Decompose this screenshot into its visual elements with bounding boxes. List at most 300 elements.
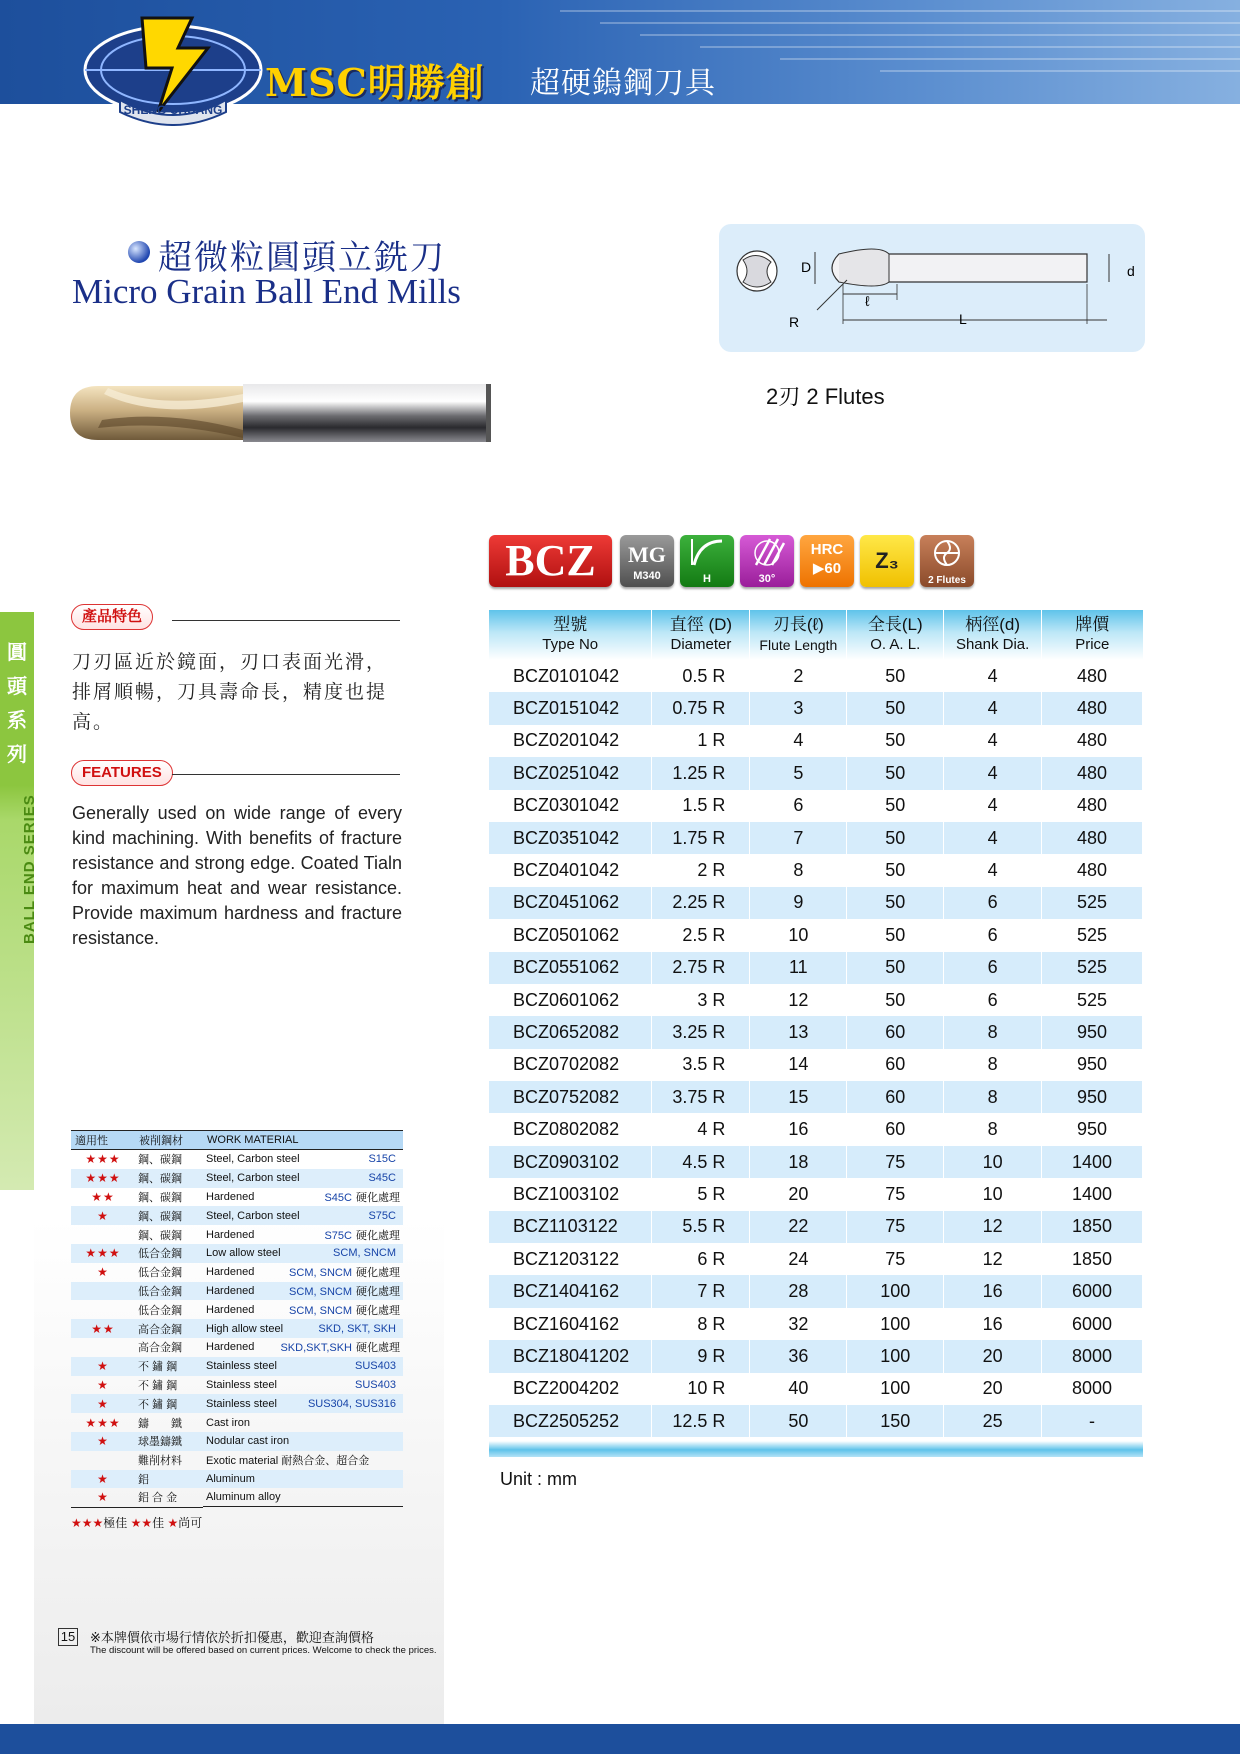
diameter-cell: 2 R: [652, 854, 750, 886]
shank-dia-cell: 4: [944, 757, 1042, 789]
material-cn: 不 鏽 鋼: [135, 1357, 203, 1376]
header-stripe: [700, 46, 1240, 48]
features-en-label: FEATURES: [71, 760, 173, 786]
flute-length-cell: 12: [750, 984, 847, 1016]
price-cell: 1400: [1042, 1146, 1143, 1178]
diameter-cell: 5.5 R: [652, 1211, 750, 1243]
header-stripe: [640, 34, 1240, 36]
diameter-cell: 3.5 R: [652, 1049, 750, 1081]
diameter-cell: 4 R: [652, 1113, 750, 1145]
legend-stars-2: ★★: [130, 1516, 153, 1530]
rating-stars: ★: [71, 1394, 135, 1413]
material-row: [71, 1319, 403, 1338]
rating-stars: ★★★: [71, 1244, 135, 1263]
rating-stars: ★★: [91, 1189, 115, 1204]
material-en: Hardened: [206, 1228, 255, 1241]
material-grade: SCM, SNCM: [333, 1247, 396, 1260]
product-title-cn-text: 超微粒圓頭立銑刀: [158, 239, 446, 277]
header-price: [1042, 610, 1143, 660]
table-row: [489, 1308, 1143, 1340]
diameter-cell: 3 R: [652, 984, 750, 1016]
material-row: [71, 1300, 403, 1319]
flute-length-cell: 24: [750, 1243, 847, 1275]
material-detail-cell: [203, 1338, 403, 1357]
material-row: [71, 1169, 403, 1188]
diameter-cell: 0.75 R: [652, 692, 750, 724]
material-en: Hardened: [206, 1284, 255, 1297]
shank-dia-cell: 12: [944, 1211, 1042, 1243]
type-no-cell: BCZ2004202: [489, 1373, 652, 1405]
diameter-cell: 0.5 R: [652, 660, 750, 692]
price-cell: 950: [1042, 1081, 1143, 1113]
material-detail-cell: [203, 1263, 403, 1282]
material-row: [71, 1376, 403, 1395]
price-cell: 6000: [1042, 1308, 1143, 1340]
table-row: [489, 1373, 1143, 1405]
material-grade: SUS403: [355, 1378, 396, 1391]
helix-angle-icon: [740, 535, 794, 587]
type-no-cell: BCZ0652082: [489, 1016, 652, 1048]
material-suffix: 硬化處理: [356, 1191, 400, 1204]
legend-stars-3: ★★★: [71, 1516, 104, 1530]
z3-icon-text: Z₃: [875, 548, 899, 573]
price-cell: 950: [1042, 1049, 1143, 1081]
table-row: [489, 790, 1143, 822]
material-en: Low allow steel: [206, 1247, 281, 1260]
type-no-cell: BCZ2505252: [489, 1405, 652, 1437]
table-row: [489, 1243, 1143, 1275]
material-suffix: 硬化處理: [356, 1304, 400, 1317]
material-grade-group: [396, 1473, 400, 1485]
type-no-cell: BCZ0702082: [489, 1049, 652, 1081]
rating-legend: [71, 1514, 202, 1531]
material-row: [71, 1244, 403, 1263]
oal-cell: 75: [847, 1243, 944, 1275]
oal-cell: 150: [847, 1405, 944, 1437]
material-en: High allow steel: [206, 1322, 284, 1335]
oal-cell: 50: [847, 790, 944, 822]
material-grade-group: [355, 1379, 400, 1391]
product-title-en: Micro Grain Ball End Mills: [72, 272, 461, 311]
diameter-cell: 2.75 R: [652, 952, 750, 984]
diameter-cell: 6 R: [652, 1243, 750, 1275]
material-en: Hardened: [206, 1303, 255, 1316]
material-grade-group: [280, 1339, 400, 1355]
material-grade-group: [289, 1302, 400, 1318]
material-row: [71, 1263, 403, 1282]
price-cell: 525: [1042, 887, 1143, 919]
type-no-cell: BCZ0802082: [489, 1113, 652, 1145]
material-cn: 鋼、碳鋼: [135, 1169, 203, 1188]
dimension-drawing: [719, 224, 1145, 352]
material-cn: 鋁 合 金: [135, 1488, 203, 1507]
shank-dia-cell: 4: [944, 725, 1042, 757]
material-cn: 高合金鋼: [138, 1342, 182, 1355]
shank-dia-cell: 8: [944, 1113, 1042, 1145]
material-cn: 球墨鑄鐵: [135, 1432, 203, 1451]
rating-stars: ★★★: [85, 1152, 121, 1167]
header-stripe: [560, 10, 1240, 12]
oal-cell: 50: [847, 692, 944, 724]
material-cn: 鋼、碳鋼: [138, 1154, 182, 1167]
price-cell: -: [1042, 1405, 1143, 1437]
oal-cell: 100: [847, 1275, 944, 1307]
legend-label-3: 極佳: [103, 1516, 128, 1530]
legend-label-1: 尚可: [178, 1516, 203, 1530]
diameter-cell: 3.75 R: [652, 1081, 750, 1113]
dimension-diagram: [719, 224, 1145, 352]
sidebar-char: 列: [7, 744, 27, 766]
flute-section-icon: [920, 535, 974, 569]
header-oal-cn: 全長(L): [867, 615, 923, 634]
angle-lines-icon: [740, 535, 794, 567]
header-oal: [847, 610, 944, 660]
material-detail-cell: [203, 1150, 403, 1169]
price-cell: 950: [1042, 1016, 1143, 1048]
material-row: [71, 1357, 403, 1376]
diagram-label-L: L: [959, 311, 967, 327]
material-detail-cell: [203, 1432, 403, 1451]
work-material-table: [71, 1130, 403, 1508]
material-row: [71, 1150, 403, 1169]
price-cell: 480: [1042, 725, 1143, 757]
shank-dia-cell: 16: [944, 1308, 1042, 1340]
flute-length-cell: 2: [750, 660, 847, 692]
material-cn: 不 鏽 鋼: [138, 1379, 178, 1392]
material-suffix: 硬化處理: [356, 1229, 400, 1242]
material-grade-group: [318, 1323, 400, 1335]
bcz-series-badge: BCZ: [489, 535, 612, 587]
material-grade-group: [289, 1264, 400, 1280]
page-number: 15: [58, 1628, 78, 1646]
material-grade-group: [396, 1491, 400, 1503]
material-grade: SKD, SKT, SKH: [318, 1322, 396, 1335]
table-row: [489, 1178, 1143, 1210]
diameter-cell: 5 R: [652, 1178, 750, 1210]
hrc-icon-sub: ▶60: [812, 560, 842, 577]
shank-dia-cell: 8: [944, 1049, 1042, 1081]
sidebar-series-label: BALL END SERIES: [21, 794, 38, 944]
table-row: [489, 1146, 1143, 1178]
table-row: [489, 1016, 1143, 1048]
rating-stars: ★: [71, 1206, 135, 1225]
price-cell: 525: [1042, 952, 1143, 984]
table-row: [489, 887, 1143, 919]
header-shank-dia-cn: 柄徑(d): [965, 615, 1021, 634]
flute-length-cell: 11: [750, 952, 847, 984]
oal-cell: 50: [847, 887, 944, 919]
rating-stars: ★★: [71, 1319, 135, 1338]
material-detail-cell: [203, 1319, 403, 1338]
material-grade: SUS304, SUS316: [307, 1397, 396, 1410]
brand-name: MSC明勝創: [265, 60, 485, 104]
shank-dia-cell: 6: [944, 919, 1042, 951]
flute-length-cell: 3: [750, 692, 847, 724]
material-en: Hardened: [206, 1341, 255, 1354]
material-grade: SUS403: [355, 1360, 396, 1373]
shank-dia-cell: 6: [944, 887, 1042, 919]
shank-dia-cell: 10: [944, 1178, 1042, 1210]
flutes-label: 2刃 2 Flutes: [766, 384, 885, 409]
material-cn: 低合金鋼: [138, 1267, 182, 1280]
price-cell: 480: [1042, 660, 1143, 692]
diameter-cell: 3.25 R: [652, 1016, 750, 1048]
shank-dia-cell: 12: [944, 1243, 1042, 1275]
oal-cell: 75: [847, 1178, 944, 1210]
shank-dia-cell: 4: [944, 660, 1042, 692]
mg-icon-text: MG: [628, 542, 666, 567]
two-flutes-icon-sub: 2 Flutes: [928, 575, 966, 586]
diameter-cell: 12.5 R: [652, 1405, 750, 1437]
oal-cell: 60: [847, 1049, 944, 1081]
type-no-cell: BCZ1003102: [489, 1178, 652, 1210]
material-grade-group: [368, 1153, 400, 1165]
rating-stars: ★: [71, 1357, 135, 1376]
price-cell: 480: [1042, 822, 1143, 854]
helix-curve-icon: [680, 535, 734, 567]
table-row: [489, 984, 1143, 1016]
material-table-header: [71, 1131, 403, 1150]
material-grade: SKD,SKT,SKH: [280, 1342, 352, 1355]
shank-dia-cell: 16: [944, 1275, 1042, 1307]
material-grade: SCM, SNCM: [289, 1304, 352, 1317]
material-grade-group: [324, 1189, 400, 1205]
table-row: [489, 692, 1143, 724]
oal-cell: 100: [847, 1340, 944, 1372]
flute-length-cell: 7: [750, 822, 847, 854]
oal-cell: 50: [847, 660, 944, 692]
table-row: [489, 1405, 1143, 1437]
material-detail-cell: [203, 1376, 403, 1395]
material-header-material-cn: 被削鋼材: [135, 1131, 203, 1150]
shank-dia-cell: 10: [944, 1146, 1042, 1178]
shank-dia-cell: 4: [944, 692, 1042, 724]
material-cn: 鋼、碳鋼: [138, 1229, 182, 1242]
hrc-icon: [800, 535, 854, 587]
table-row: [489, 919, 1143, 951]
flute-length-cell: 50: [750, 1405, 847, 1437]
material-en: Hardened: [206, 1190, 255, 1203]
diagram-label-l: ℓ: [865, 293, 870, 309]
oal-cell: 100: [847, 1308, 944, 1340]
material-en: Steel, Carbon steel: [206, 1172, 300, 1185]
product-table-body: [489, 660, 1143, 1437]
material-en: Nodular cast iron: [206, 1435, 290, 1448]
material-header-material-en: WORK MATERIAL: [203, 1131, 403, 1150]
type-no-cell: BCZ0752082: [489, 1081, 652, 1113]
rating-stars: ★★★: [85, 1415, 121, 1430]
helix-icon-sub: H: [703, 573, 711, 585]
table-row: [489, 725, 1143, 757]
ball-end-mill-photo: [68, 380, 493, 446]
material-en: Stainless steel: [206, 1360, 277, 1373]
price-cell: 1850: [1042, 1211, 1143, 1243]
oal-cell: 75: [847, 1146, 944, 1178]
diagram-label-d: d: [1127, 263, 1135, 279]
material-grade-group: [396, 1417, 400, 1429]
material-en: Exotic material 耐熱合金、超合金: [206, 1455, 370, 1468]
table-row: [489, 1049, 1143, 1081]
oal-cell: 50: [847, 822, 944, 854]
material-suffix: 硬化處理: [356, 1342, 400, 1355]
material-en: Aluminum: [206, 1472, 255, 1485]
flute-length-cell: 15: [750, 1081, 847, 1113]
flute-length-cell: 6: [750, 790, 847, 822]
flute-length-cell: 13: [750, 1016, 847, 1048]
material-grade-group: [333, 1247, 400, 1259]
header-type-no-en: Type No: [542, 636, 599, 653]
rating-stars: ★: [71, 1432, 135, 1451]
flute-length-cell: 18: [750, 1146, 847, 1178]
material-row: [71, 1338, 403, 1357]
rating-stars: ★: [71, 1488, 135, 1507]
oal-cell: 50: [847, 984, 944, 1016]
z3-icon: [860, 535, 914, 587]
material-cn: 鋼、碳鋼: [135, 1206, 203, 1225]
shank-dia-cell: 6: [944, 984, 1042, 1016]
price-cell: 480: [1042, 692, 1143, 724]
table-row: [489, 1275, 1143, 1307]
material-en: Steel, Carbon steel: [206, 1209, 300, 1222]
oal-cell: 60: [847, 1081, 944, 1113]
flute-length-cell: 5: [750, 757, 847, 789]
type-no-cell: BCZ18041202: [489, 1340, 652, 1372]
features-cn-label: 產品特色: [71, 604, 153, 630]
price-cell: 6000: [1042, 1275, 1143, 1307]
material-grade-group: [289, 1283, 400, 1299]
material-detail-cell: [203, 1413, 403, 1432]
diameter-cell: 9 R: [652, 1340, 750, 1372]
diameter-cell: 1.25 R: [652, 757, 750, 789]
table-row: [489, 1211, 1143, 1243]
diameter-cell: 1.75 R: [652, 822, 750, 854]
logo-text: SHENG CHUANG: [123, 103, 223, 117]
oal-cell: 50: [847, 919, 944, 951]
type-no-cell: BCZ1604162: [489, 1308, 652, 1340]
diameter-cell: 4.5 R: [652, 1146, 750, 1178]
diameter-cell: 1 R: [652, 725, 750, 757]
table-row: [489, 1113, 1143, 1145]
rating-stars: [71, 1225, 135, 1244]
material-grade-group: [396, 1454, 400, 1466]
flute-length-cell: 32: [750, 1308, 847, 1340]
product-spec-table: [489, 610, 1143, 1437]
shank-dia-cell: 4: [944, 822, 1042, 854]
flute-length-cell: 8: [750, 854, 847, 886]
diameter-cell: 2.25 R: [652, 887, 750, 919]
table-row: [489, 660, 1143, 692]
type-no-cell: BCZ0551062: [489, 952, 652, 984]
shank-dia-cell: 4: [944, 790, 1042, 822]
price-cell: 1400: [1042, 1178, 1143, 1210]
table-row: [489, 757, 1143, 789]
material-row: [71, 1470, 403, 1489]
angle-icon-sub: 30°: [758, 573, 776, 585]
oal-cell: 50: [847, 757, 944, 789]
material-en: Stainless steel: [206, 1397, 277, 1410]
material-detail-cell: [203, 1225, 403, 1244]
material-detail-cell: [203, 1188, 403, 1207]
price-cell: 480: [1042, 757, 1143, 789]
type-no-cell: BCZ0201042: [489, 725, 652, 757]
bottom-band: [0, 1724, 1240, 1754]
material-en: Stainless steel: [206, 1378, 277, 1391]
header-flute-length: [750, 610, 847, 660]
rating-stars: [71, 1300, 135, 1319]
header-stripe: [780, 58, 1240, 60]
unit-label: Unit : mm: [500, 1469, 578, 1489]
type-no-cell: BCZ1203122: [489, 1243, 652, 1275]
type-no-cell: BCZ0251042: [489, 757, 652, 789]
type-no-cell: BCZ0351042: [489, 822, 652, 854]
material-row: [71, 1451, 403, 1470]
type-no-cell: BCZ0301042: [489, 790, 652, 822]
oal-cell: 100: [847, 1373, 944, 1405]
type-no-cell: BCZ1404162: [489, 1275, 652, 1307]
material-detail-cell: [203, 1394, 403, 1413]
company-logo: [80, 8, 266, 126]
rating-stars: [71, 1282, 135, 1301]
type-no-cell: BCZ0903102: [489, 1146, 652, 1178]
material-grade: S45C: [368, 1172, 396, 1185]
material-grade-group: [368, 1172, 400, 1184]
features-en-text: Generally used on wide range of every kind machining. With benefits of fracture resistance and strong edge. Coated Tialn for maximum heat and wear resistance. Provide maximum hardness and fracture resistance.: [72, 803, 402, 948]
flute-length-cell: 9: [750, 887, 847, 919]
header-price-en: Price: [1075, 636, 1110, 653]
material-cn: 鑄 鐵: [138, 1417, 182, 1430]
header-stripe: [880, 70, 1240, 72]
price-note-cn: ※本牌價依市場行情依於折扣優惠，歡迎查詢價格: [90, 1630, 374, 1645]
price-cell: 1850: [1042, 1243, 1143, 1275]
oal-cell: 50: [847, 725, 944, 757]
diagram-label-R: R: [789, 314, 800, 330]
two-flutes-icon: [920, 535, 974, 587]
material-detail-cell: [203, 1282, 403, 1301]
flute-length-cell: 40: [750, 1373, 847, 1405]
header-type-no: [489, 610, 652, 660]
flute-length-cell: 28: [750, 1275, 847, 1307]
material-cn: 鋁: [135, 1470, 203, 1489]
material-suffix: 硬化處理: [356, 1267, 400, 1280]
type-no-cell: BCZ0101042: [489, 660, 652, 692]
product-table-header: [489, 610, 1143, 660]
material-grade: SCM, SNCM: [289, 1267, 352, 1280]
material-cn: 高合金鋼: [135, 1319, 203, 1338]
sidebar-char: 系: [7, 710, 27, 732]
material-row: [71, 1488, 403, 1507]
material-en: Hardened: [206, 1266, 255, 1279]
material-row: [71, 1432, 403, 1451]
flute-length-cell: 20: [750, 1178, 847, 1210]
material-detail-cell: [203, 1451, 403, 1470]
diameter-cell: 7 R: [652, 1275, 750, 1307]
type-no-cell: BCZ0501062: [489, 919, 652, 951]
flute-length-cell: 16: [750, 1113, 847, 1145]
table-row: [489, 952, 1143, 984]
material-grade-group: [355, 1360, 400, 1372]
price-cell: 950: [1042, 1113, 1143, 1145]
material-en: Aluminum alloy: [206, 1491, 281, 1504]
price-cell: 525: [1042, 919, 1143, 951]
shank-dia-cell: 20: [944, 1340, 1042, 1372]
legend-stars-1: ★: [167, 1516, 179, 1530]
material-cn: 低合金鋼: [138, 1304, 182, 1317]
oal-cell: 50: [847, 952, 944, 984]
table-row: [489, 1340, 1143, 1372]
material-header-suitability: 適用性: [71, 1131, 135, 1150]
material-row: [71, 1188, 403, 1207]
rating-stars: [71, 1338, 135, 1357]
